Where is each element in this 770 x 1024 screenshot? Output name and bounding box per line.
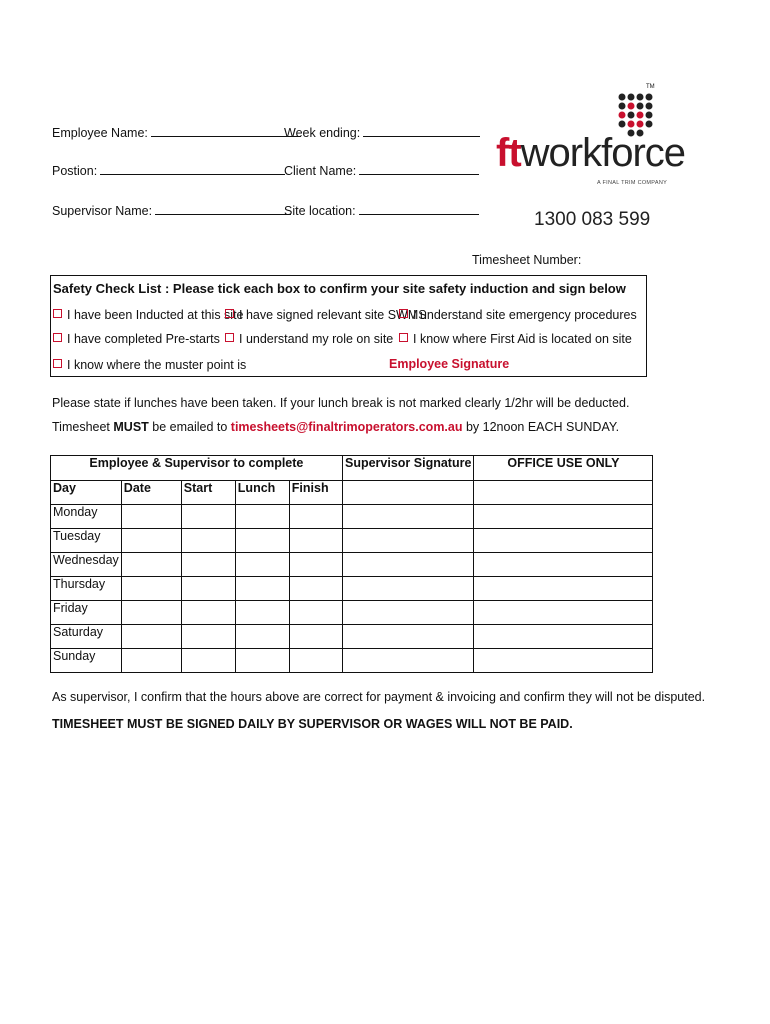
start-cell[interactable] [181,625,235,649]
office-use-cell [474,481,653,505]
office-use-cell [474,505,653,529]
employee-supervisor-header: Employee & Supervisor to complete [51,456,343,481]
start-cell[interactable] [181,529,235,553]
safety-checklist-title: Safety Check List : Please tick each box to confirm your site safety induction and sign below [53,281,626,296]
checklist-item-swms[interactable] [225,308,427,322]
week-ending-line[interactable] [363,124,480,137]
finish-cell[interactable] [289,577,342,601]
day-cell: Thursday [51,577,122,601]
checklist-item-label: I understand my role on site [239,332,394,346]
supervisor-signature-cell[interactable] [343,481,474,505]
lunch-cell[interactable] [235,625,289,649]
timesheet-number-label: Timesheet Number: [472,253,582,267]
logo-ft: ft [496,131,521,175]
lunch-cell[interactable] [235,505,289,529]
site-location-label: Site location: [284,204,356,218]
week-ending-label: Week ending: [284,126,361,140]
date-cell[interactable] [121,577,181,601]
employee-signature-label[interactable]: Employee Signature [389,357,510,371]
office-use-cell [474,529,653,553]
date-cell[interactable] [121,649,181,673]
supervisor-office-table [342,455,653,673]
office-use-cell [474,577,653,601]
date-cell[interactable] [121,625,181,649]
start-cell[interactable] [181,553,235,577]
supervisor-name-label: Supervisor Name: [52,204,153,218]
office-use-cell [474,649,653,673]
supervisor-signature-cell[interactable] [343,649,474,673]
day-cell: Monday [51,505,122,529]
office-use-cell [474,625,653,649]
table-row [51,529,343,553]
table-row [51,601,343,625]
table-row [343,625,653,649]
checkbox-icon[interactable] [225,333,234,342]
client-name-field[interactable] [284,162,479,178]
lunch-cell[interactable] [235,649,289,673]
table-row [343,649,653,673]
table-row [343,481,653,505]
checklist-item-emergency[interactable] [399,308,637,322]
checkbox-icon[interactable] [53,359,62,368]
col-lunch: Lunch [235,481,289,505]
checklist-item-label: I know where First Aid is located on site [413,332,632,346]
start-cell[interactable] [181,601,235,625]
table-row [343,577,653,601]
col-finish: Finish [289,481,342,505]
supervisor-signature-cell[interactable] [343,625,474,649]
table-row [51,553,343,577]
table-row [51,505,343,529]
client-name-label: Client Name: [284,164,357,178]
date-cell[interactable] [121,601,181,625]
phone-number: 1300 083 599 [534,209,651,230]
email-address-link[interactable]: timesheets@finaltrimoperators.com.au [230,420,463,434]
trademark-mark: TM [646,84,655,90]
table-row [343,505,653,529]
day-cell: Tuesday [51,529,122,553]
checkbox-icon[interactable] [53,333,62,342]
lunch-note: Please state if lunches have been taken. If your lunch break is not marked clearly 1/2hr will be deducted. [52,396,630,410]
checklist-item-label: I know where the muster point is [67,358,247,372]
email-note-pre: Timesheet [52,420,114,434]
week-ending-field[interactable] [284,124,480,140]
supervisor-signature-cell[interactable] [343,505,474,529]
finish-cell[interactable] [289,505,342,529]
email-note [52,420,619,434]
finish-cell[interactable] [289,553,342,577]
site-location-field[interactable] [284,202,479,218]
checklist-item-inducted[interactable] [53,308,244,322]
day-cell: Sunday [51,649,122,673]
finish-cell[interactable] [289,601,342,625]
email-note-post: by 12noon EACH SUNDAY. [462,420,620,434]
table-row [51,577,343,601]
site-location-line[interactable] [359,202,479,215]
checklist-item-first-aid[interactable] [399,332,632,346]
employee-name-label: Employee Name: [52,126,148,140]
day-cell: Saturday [51,625,122,649]
checkbox-icon[interactable] [225,309,234,318]
supervisor-name-line[interactable] [155,202,291,215]
logo-subtitle: A FINAL TRIM COMPANY [597,180,668,186]
date-cell[interactable] [121,505,181,529]
finish-cell[interactable] [289,649,342,673]
checkbox-icon[interactable] [399,333,408,342]
supervisor-signature-cell[interactable] [343,553,474,577]
lunch-cell[interactable] [235,577,289,601]
email-note-must: MUST [113,420,149,434]
checklist-item-muster[interactable] [53,358,246,372]
start-cell[interactable] [181,649,235,673]
checklist-item-label: I have signed relevant site SWMS [239,308,427,322]
office-use-cell [474,601,653,625]
checklist-item-label: I have completed Pre-starts [67,332,220,346]
logo-wordmark [496,131,685,175]
col-date: Date [121,481,181,505]
position-field[interactable] [52,162,285,178]
supervisor-confirmation-text: As supervisor, I confirm that the hours above are correct for payment & invoicing and confirm they will not be disputed. [52,690,706,704]
employee-name-field[interactable] [52,124,301,140]
start-cell[interactable] [181,505,235,529]
supervisor-signature-header: Supervisor Signature [343,456,474,481]
logo-workforce: workforce [520,131,686,175]
office-use-header: OFFICE USE ONLY [474,456,653,481]
start-cell[interactable] [181,577,235,601]
checklist-item-label: I have been Inducted at this site [67,308,244,322]
client-name-line[interactable] [359,162,479,175]
col-start: Start [181,481,235,505]
table-row [343,529,653,553]
office-use-cell [474,553,653,577]
col-day: Day [51,481,122,505]
lunch-cell[interactable] [235,529,289,553]
employee-name-line[interactable] [151,124,301,137]
email-note-mid: be emailed to [148,420,231,434]
checklist-item-label: I understand site emergency procedures [413,308,637,322]
table-row [51,625,343,649]
supervisor-name-field[interactable] [52,202,291,218]
supervisor-signature-cell[interactable] [343,577,474,601]
supervisor-signature-cell[interactable] [343,529,474,553]
lunch-cell[interactable] [235,553,289,577]
date-cell[interactable] [121,529,181,553]
checkbox-icon[interactable] [53,309,62,318]
checklist-item-role[interactable] [225,332,393,346]
supervisor-signature-cell[interactable] [343,601,474,625]
checklist-item-prestarts[interactable] [53,332,220,346]
finish-cell[interactable] [289,625,342,649]
finish-cell[interactable] [289,529,342,553]
table-row [343,601,653,625]
table-row [343,553,653,577]
date-cell[interactable] [121,553,181,577]
day-cell: Friday [51,601,122,625]
table-row [51,649,343,673]
position-label: Postion: [52,164,98,178]
checkbox-icon[interactable] [399,309,408,318]
employee-hours-table [50,455,343,673]
signature-warning-text: TIMESHEET MUST BE SIGNED DAILY BY SUPERVISOR OR WAGES WILL NOT BE PAID. [52,717,573,731]
day-cell: Wednesday [51,553,122,577]
lunch-cell[interactable] [235,601,289,625]
position-line[interactable] [100,162,285,175]
